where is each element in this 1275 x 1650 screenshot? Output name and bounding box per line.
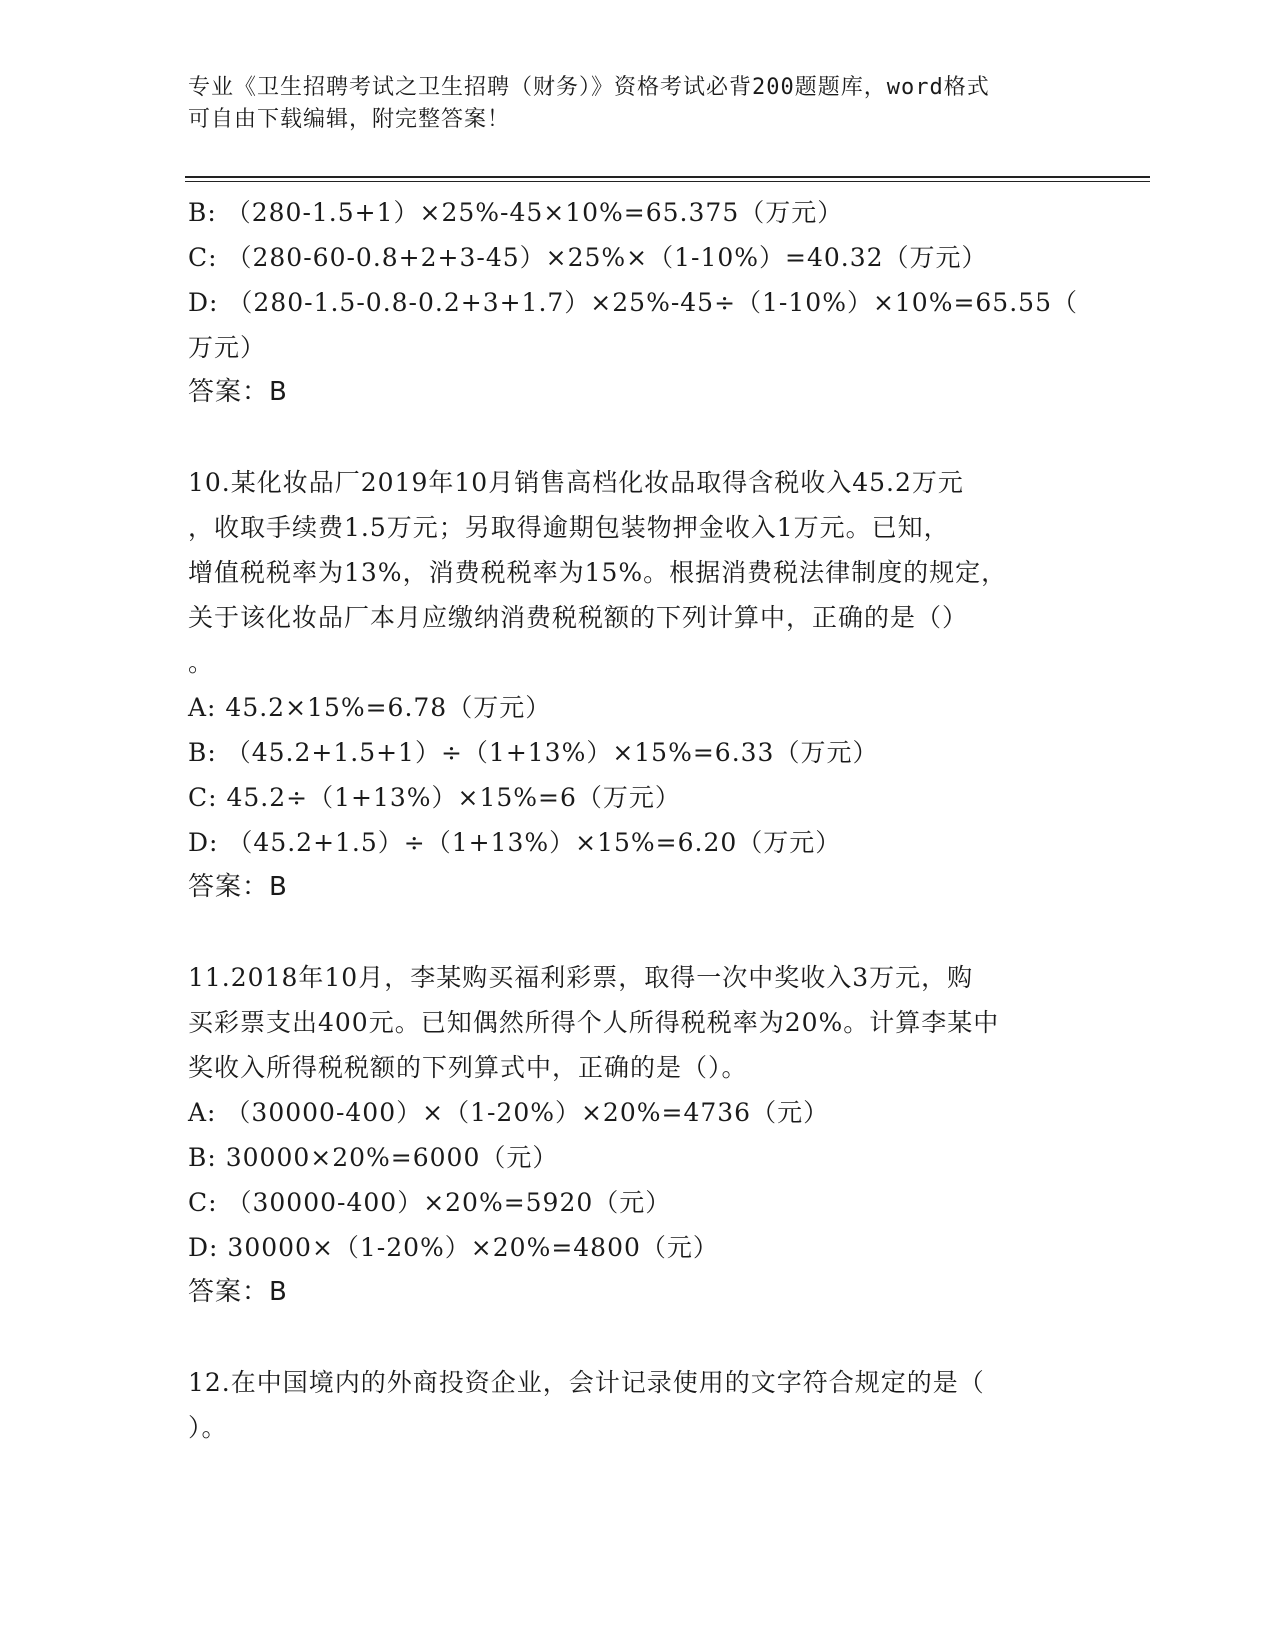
spacer [188, 910, 1088, 955]
q10-stem-line-4: 关于该化妆品厂本月应缴纳消费税税额的下列计算中，正确的是（） [188, 603, 969, 632]
header-rule-thin [185, 181, 1150, 182]
q10-answer: 答案：B [188, 872, 288, 902]
spacer [188, 1315, 1088, 1360]
q11-option-c: C: （30000-400）×20%=5920（元） [188, 1188, 672, 1217]
q10-stem-line-1: 10.某化妆品厂2019年10月销售高档化妆品取得含税收入45.2万元 [188, 468, 964, 497]
q11-stem-line-2: 买彩票支出400元。已知偶然所得个人所得税税率为20%。计算李某中 [188, 1008, 1000, 1037]
q9-option-b: B: （280-1.5+1）×25%-45×10%=65.375（万元） [188, 198, 844, 227]
q11-stem-line-3: 奖收入所得税税额的下列算式中，正确的是（）。 [188, 1053, 748, 1082]
q9-option-c: C: （280-60-0.8+2+3-45）×25%×（1-10%）=40.32（万元） [188, 243, 988, 272]
q11-option-a: A: （30000-400）×（1-20%）×20%=4736（元） [188, 1098, 830, 1127]
question-11 [188, 955, 1088, 1315]
spacer [188, 415, 1088, 460]
header-rule-thick [185, 176, 1150, 178]
document-header [188, 72, 1068, 136]
q9-option-d-line-2: 万元） [188, 333, 267, 362]
q12-stem-line-2: ）。 [188, 1413, 228, 1442]
q11-option-d: D: 30000×（1-20%）×20%=4800（元） [188, 1233, 719, 1262]
q10-option-d: D: （45.2+1.5）÷（1+13%）×15%=6.20（万元） [188, 828, 842, 857]
q10-stem-line-2: ，收取手续费1.5万元；另取得逾期包装物押金收入1万元。已知， [188, 513, 950, 542]
q9-option-d-line-1: D: （280-1.5-0.8-0.2+3+1.7）×25%-45÷（1-10%）×10%=65.55（ [188, 288, 1078, 317]
q10-option-b: B: （45.2+1.5+1）÷（1+13%）×15%=6.33（万元） [188, 738, 879, 767]
question-9-continued [188, 190, 1088, 415]
document-body [188, 190, 1088, 1450]
question-12 [188, 1360, 1088, 1450]
header-title-line-1: 专业《卫生招聘考试之卫生招聘（财务）》资格考试必背200题题库，word格式 [188, 75, 990, 100]
q11-answer: 答案：B [188, 1277, 288, 1307]
q11-option-b: B: 30000×20%=6000（元） [188, 1143, 559, 1172]
q11-stem-line-1: 11.2018年10月，李某购买福利彩票，取得一次中奖收入3万元，购 [188, 963, 974, 992]
header-title-line-2: 可自由下载编辑，附完整答案！ [188, 107, 511, 132]
q12-stem-line-1: 12.在中国境内的外商投资企业，会计记录使用的文字符合规定的是（ [188, 1368, 985, 1397]
q10-stem-line-5: 。 [188, 648, 215, 677]
q10-option-a: A: 45.2×15%=6.78（万元） [188, 693, 552, 722]
q10-stem-line-3: 增值税税率为13%，消费税税率为15%。根据消费税法律制度的规定， [188, 558, 1008, 587]
q9-answer: 答案：B [188, 377, 288, 407]
q10-option-c: C: 45.2÷（1+13%）×15%=6（万元） [188, 783, 681, 812]
question-10 [188, 460, 1088, 910]
